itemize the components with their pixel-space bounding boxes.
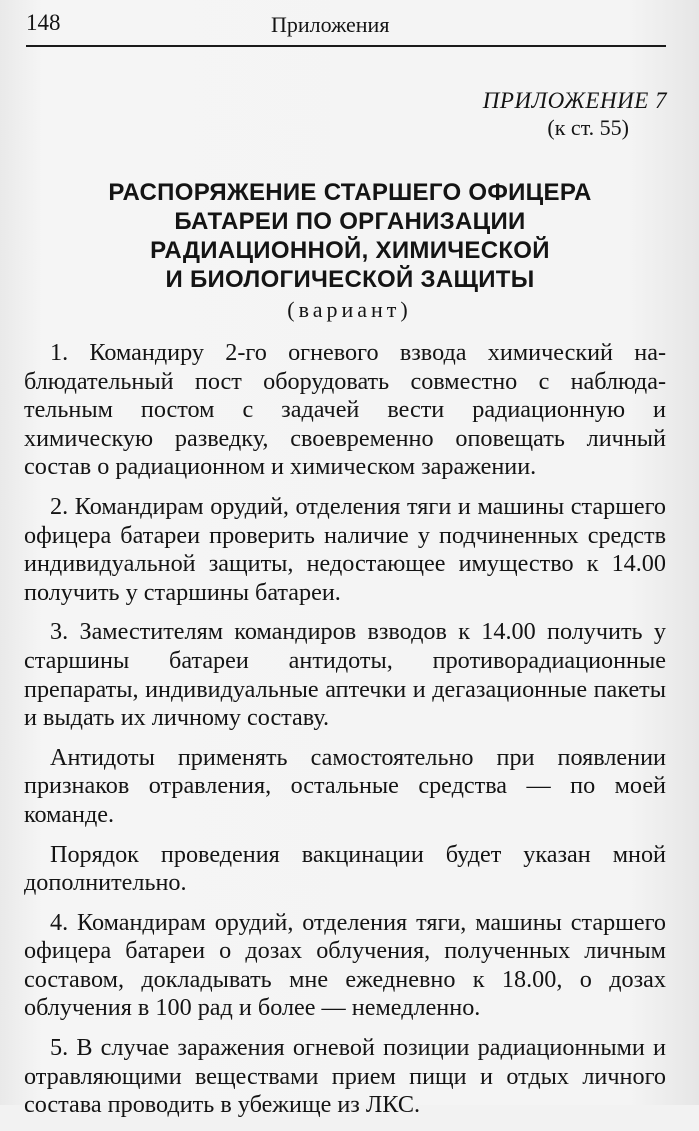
paragraph-antidotes: Антидоты применять самостоятельно при появлении признаков отравления, остальные средства — по моей команде. — [24, 743, 666, 828]
running-title: Приложения — [271, 12, 390, 37]
title-line: И БИОЛОГИЧЕСКОЙ ЗАЩИТЫ — [165, 266, 535, 293]
title-line: БАТАРЕИ ПО ОРГАНИЗАЦИИ — [174, 208, 526, 235]
paragraph-3: 3. Заместителям командиров взводов к 14.00 получить у старшины батареи антидоты, противорадиационные препараты, индивидуальные аптечки и дегазационные пакеты и выдать их личному составу. — [24, 618, 666, 732]
title-line: РАСПОРЯЖЕНИЕ СТАРШЕГО ОФИЦЕРА — [108, 179, 592, 206]
paragraph-5: 5. В случае заражения огневой позиции радиационными и отравляющими веществами прием пищи и отдых личного состава проводить в убежище из ЛКС. — [24, 1034, 666, 1119]
page-header — [26, 6, 670, 40]
header-rule — [26, 45, 666, 47]
appendix-reference: (к ст. 55) — [547, 115, 629, 140]
paragraph-2: 2. Командирам орудий, отделения тяги и машины старшего офицера батареи проверить наличие у подчиненных средств индивидуальной защиты, недостающее имущество к 14.00 получить у старшины батареи. — [24, 492, 666, 606]
paragraph-1: 1. Командиру 2-го огневого взвода химический наблюдательный пост оборудовать совместно с наблюдательным постом с задачей вести радиационную и химическую разведку, своевременно оповещать личный состав о радиационном и химическом заражении. — [24, 339, 666, 481]
document-title — [30, 178, 670, 294]
document-body — [24, 339, 666, 1131]
appendix-label: ПРИЛОЖЕНИЕ 7 — [482, 88, 667, 113]
paragraph-4: 4. Командирам орудий, отделения тяги, машины старшего офицера батареи о дозах облучения, полученных личным составом, докладывать мне ежедневно к 18.00, о дозах облучения в 100 рад и более — немедленно. — [24, 908, 666, 1022]
title-line: РАДИАЦИОННОЙ, ХИМИЧЕСКОЙ — [150, 237, 550, 264]
paragraph-vaccination: Порядок проведения вакцинации будет указан мной дополнительно. — [24, 840, 666, 897]
page-number: 148 — [26, 10, 61, 35]
variant-subtitle: (вариант) — [287, 297, 412, 322]
